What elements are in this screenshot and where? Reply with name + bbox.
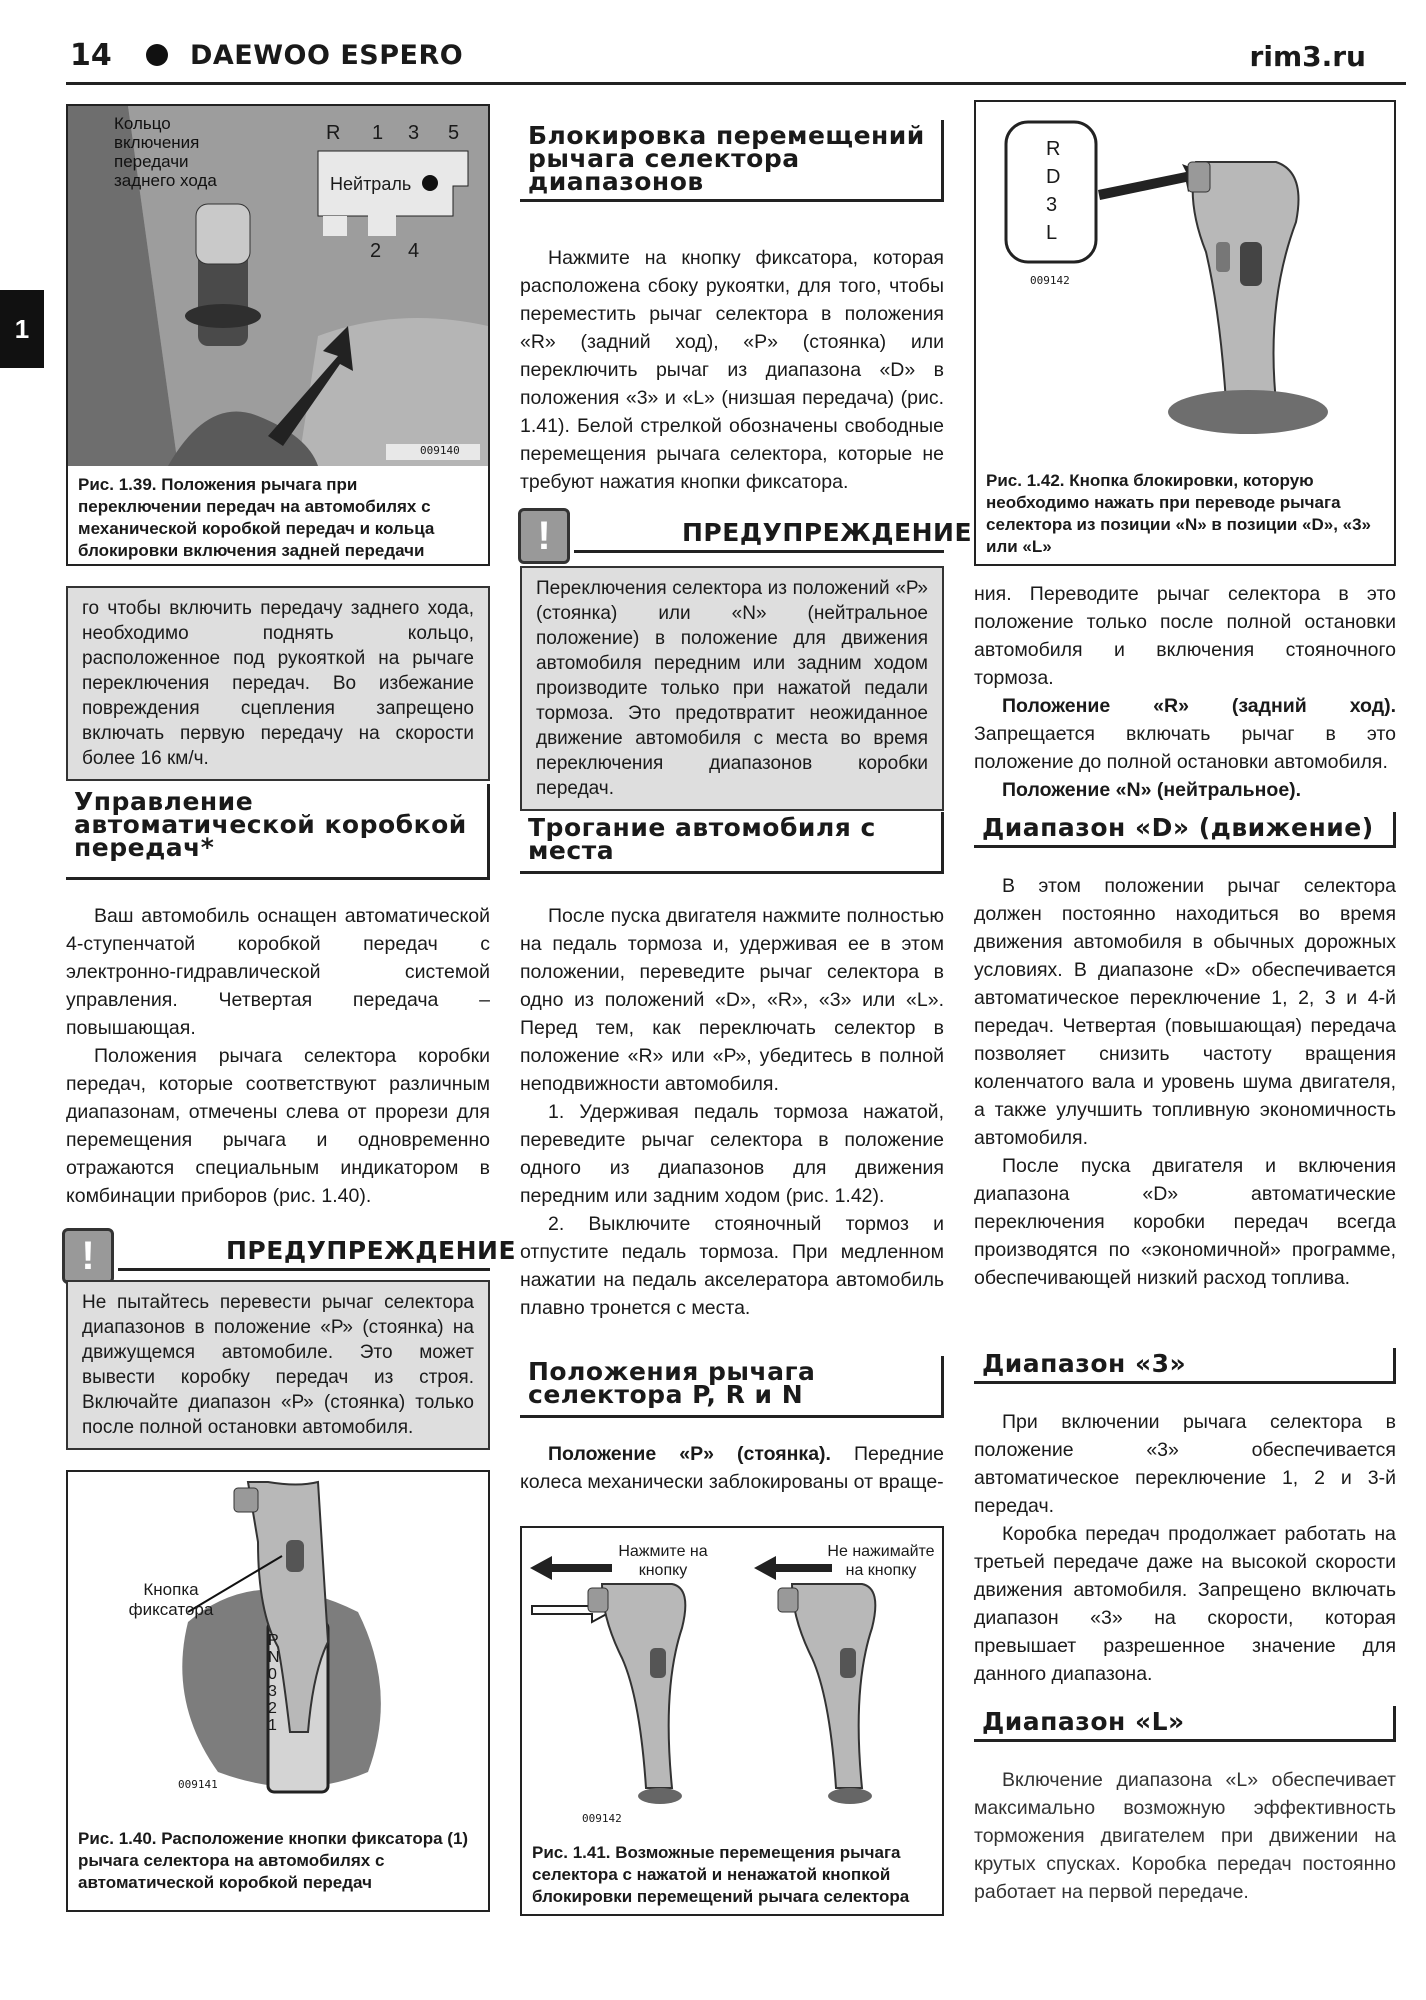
figure-code: 009142: [582, 1812, 622, 1825]
bold-term: Положение «N» (нейтральное).: [1002, 779, 1302, 801]
section-heading-selector-lock: Блокировка перемещений рычага селектора диапазонов: [520, 120, 944, 202]
gear-label-5: 5: [448, 122, 460, 144]
gear-label-2: 2: [370, 240, 382, 262]
section-heading-prn-positions: Положения рычага селектора P, R и N: [520, 1356, 944, 1418]
paragraph: Коробка передач продолжает работать на третьей передаче даже на высокой скорости движения автомобиля. Запрещено включать диапазон «3» на скорости, которая превышает разрешенное значение для данного диапазона.: [974, 1523, 1396, 1685]
neutral-label: Нейтраль: [330, 174, 412, 194]
bold-term: Положение «R» (задний ход).: [1002, 695, 1396, 717]
site-name: rim3.ru: [1249, 40, 1366, 73]
figure-1-42: [974, 100, 1396, 566]
paragraph: Ваш автомобиль оснащен автоматической 4-ступенчатой коробкой передач с электронно-гидравлической системой управления. Четвертая передача – повышающая.: [66, 905, 490, 1039]
figure-1-39-caption: Рис. 1.39. Положения рычага при переключении передач на автомобилях с механической коробкой передач и кольца блокировки включения задней передачи: [78, 475, 435, 560]
lock-button-label: Кнопка фиксатора: [128, 1580, 214, 1619]
section-auto-body: [66, 902, 490, 1210]
section-3-body: [974, 1408, 1396, 1688]
figure-code: 009140: [420, 444, 460, 457]
header-rule: [66, 82, 1406, 85]
paragraph: После пуска двигателя нажмите полностью на педаль тормоза и, удерживая ее в этом положении, переведите рычаг селектора в одно из положений «D», «R», «3» или «L». Перед тем, как переключать селектор в положение «R» или «Р», убедитесь в полной неподвижности автомобиля.: [520, 905, 944, 1095]
reverse-ring-label: Кольцо включения передачи заднего хода: [114, 114, 217, 190]
section-heading-range-d: Диапазон «D» (движение): [974, 812, 1396, 848]
paragraph-text: Передние колеса механически заблокированы от враще-: [520, 1443, 944, 1493]
book-title: DAEWOO ESPERO: [190, 40, 464, 71]
page-number: 14: [70, 38, 112, 73]
figure-1-41: [520, 1526, 944, 1916]
section-start-body: [520, 902, 944, 1322]
paragraph-text: Запрещается включать рычаг в это положение до полной остановки автомобиля.: [974, 723, 1396, 773]
warning-title: ПРЕДУПРЕЖДЕНИЕ: [682, 518, 973, 547]
section-l-body: [974, 1766, 1396, 1906]
paragraph: [974, 692, 1396, 776]
press-button-label: Нажмите на кнопку: [618, 1543, 708, 1579]
paragraph: Положения рычага селектора коробки передач, которые соответствуют различным диапазонам, отмечены слева от прорези для перемещения рычага и одновременно отражаются специальным индикатором в комбинации приборов (рис. 1.40).: [66, 1045, 490, 1207]
chapter-tab: 1: [0, 290, 44, 368]
gear-label-r: R: [326, 122, 341, 144]
bold-term: Положение «Р» (стоянка).: [548, 1443, 831, 1465]
section-heading-range-3: Диапазон «3»: [974, 1348, 1396, 1384]
warning-left-text: Не пытайтесь перевести рычаг селектора диапазонов в положение «Р» (стоянка) на движущемся автомобиле. Это может вывести коробку передач из строя. Включайте диапазон «Р» (стоянка) только после полной остановки автомобиля.: [66, 1280, 490, 1450]
shift-letter-3: 3: [1046, 194, 1058, 216]
paragraph: 2. Выключите стояночный тормоз и отпустите педаль тормоза. При медленном нажатии на педаль акселератора автомобиль плавно тронется с места.: [520, 1213, 944, 1319]
figure-1-40: [66, 1470, 490, 1912]
paragraph: 1. Удерживая педаль тормоза нажатой, переведите рычаг селектора в положение одного из диапазонов для движения передним или задним ходом (рис. 1.42).: [520, 1101, 944, 1207]
selector-slot-letters: PN0321: [268, 1632, 280, 1734]
paragraph: После пуска двигателя и включения диапазона «D» автоматические переключения коробки передач всегда производятся по «экономичной» программе, обеспечивающей низкий расход топлива.: [974, 1155, 1396, 1289]
reverse-gear-note: го чтобы включить передачу заднего хода, необходимо поднять кольцо, расположенное под рукояткой на рычаге переключения передач. Во избежание повреждения сцепления запрещено включать первую передачу на скорости более 16 км/ч.: [66, 586, 490, 781]
gear-label-4: 4: [408, 240, 420, 262]
paragraph: ния. Переводите рычаг селектора в это положение только после полной остановки автомобиля и включения стояночного тормоза.: [974, 583, 1396, 689]
gear-label-1: 1: [372, 122, 384, 144]
warning-mid-text: Переключения селектора из положений «Р» (стоянка) или «N» (нейтральное положение) в положение для движения автомобиля передним или задним ходом производите только при нажатой педали тормоза. Это предотвратит неожиданное движение автомобиля с места во время переключения диапазонов коробки передач.: [520, 566, 944, 811]
dont-press-button-label: Не нажимайте на кнопку: [827, 1543, 935, 1579]
gear-label-3: 3: [408, 122, 420, 144]
figure-1-39: [66, 104, 490, 566]
figure-1-40-caption: Рис. 1.40. Расположение кнопки фиксатора (1) рычага селектора на автомобилях с автоматической коробкой передач: [78, 1829, 469, 1892]
section-heading-starting-off: Трогание автомобиля с места: [520, 812, 944, 874]
section-heading-range-l: Диапазон «L»: [974, 1706, 1396, 1742]
warning-rule: [574, 550, 944, 553]
section-prn-body: [520, 1440, 944, 1496]
warning-icon: !: [518, 508, 570, 564]
right-column-continuation: [974, 580, 1396, 804]
header-bullet: [146, 44, 168, 66]
section-heading-auto-gearbox: Управление автоматической коробкой передач*: [66, 784, 490, 880]
figure-code: 009141: [178, 1778, 218, 1791]
warning-icon: !: [62, 1228, 114, 1284]
warning-title: ПРЕДУПРЕЖДЕНИЕ: [226, 1236, 517, 1265]
paragraph: Нажмите на кнопку фиксатора, которая расположена сбоку рукоятки, для того, чтобы переместить рычаг селектора в положения «R» (задний ход), «P» (стоянка) или переключить рычаг из диапазона «D» в положения «3» и «L» (низшая передача) (рис. 1.41). Белой стрелкой обозначены свободные перемещения рычага селектора, которые не требуют нажатия кнопки фиксатора.: [520, 247, 944, 493]
paragraph: При включении рычага селектора в положение «3» обеспечивается автоматическое переключение 1, 2 и 3-й передач.: [974, 1411, 1396, 1517]
shift-letter-l: L: [1046, 222, 1058, 244]
paragraph: [974, 776, 1396, 804]
shift-letter-r: R: [1046, 138, 1061, 160]
figure-1-41-caption: Рис. 1.41. Возможные перемещения рычага селектора с нажатой и ненажатой кнопкой блокировки перемещений рычага селектора: [532, 1843, 910, 1906]
figure-code: 009142: [1030, 274, 1070, 287]
warning-rule: [118, 1268, 490, 1271]
figure-1-42-caption: Рис. 1.42. Кнопка блокировки, которую необходимо нажать при переводе рычага селектора из позиции «N» в позиции «D», «3» или «L»: [986, 471, 1372, 556]
paragraph: Включение диапазона «L» обеспечивает максимально возможную эффективность торможения двигателем при движении на крутых спусках. Коробка передач постоянно работает на первой передаче.: [974, 1769, 1396, 1903]
section-d-body: [974, 872, 1396, 1292]
shift-letter-d: D: [1046, 166, 1061, 188]
paragraph: В этом положении рычаг селектора должен постоянно находиться во время движения автомобиля в обычных дорожных условиях. В диапазоне «D» обеспечивается автоматическое переключение 1, 2, 3 и 4-й передач. Четвертая (повышающая) передача позволяет снизить частоту вращения коленчатого вала и уровень шума двигателя, а также улучшить топливную экономичность автомобиля.: [974, 875, 1396, 1149]
paragraph: [520, 1440, 944, 1496]
section-lock-body: [520, 244, 944, 496]
